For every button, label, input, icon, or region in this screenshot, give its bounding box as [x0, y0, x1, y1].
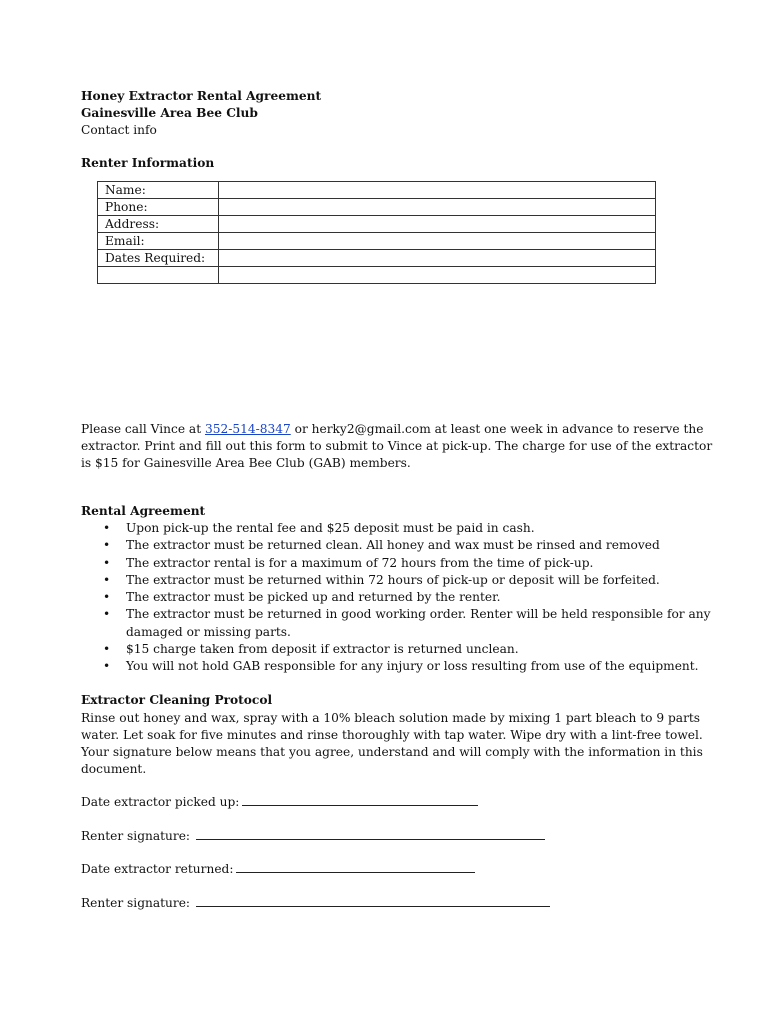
- bullet-icon: •: [103, 607, 111, 622]
- intro-line-3: is $15 for Gainesville Area Bee Club (GAB) members.: [81, 456, 411, 470]
- bullet-icon: •: [103, 572, 111, 587]
- list-item: [81, 606, 711, 641]
- contact-info: Contact info: [81, 123, 157, 137]
- list-item-text: $15 charge taken from deposit if extractor is returned unclean.: [126, 642, 519, 657]
- table-row: [98, 182, 656, 199]
- cleaning-paragraph: [81, 710, 701, 778]
- intro-paragraph: [81, 421, 713, 472]
- address-label: Address:: [98, 216, 219, 233]
- bullet-icon: •: [103, 538, 111, 553]
- table-row: [98, 250, 656, 267]
- intro-prefix: Please call Vince at: [81, 422, 205, 436]
- email-label: Email:: [98, 233, 219, 250]
- name-label: Name:: [98, 182, 219, 199]
- dates-required-label: Dates Required:: [98, 250, 219, 267]
- list-item-text: The extractor must be returned within 72 hours of pick-up or deposit will be forfeited.: [126, 572, 660, 587]
- list-item: [81, 589, 701, 606]
- list-item: [81, 520, 701, 537]
- list-item-text: The extractor must be picked up and returned by the renter.: [126, 590, 501, 605]
- extra-label: [98, 267, 219, 284]
- document-title: Honey Extractor Rental Agreement: [81, 89, 322, 103]
- list-item-text: The extractor must be returned in good working order. Renter will be held responsible for any: [126, 607, 711, 622]
- date-returned-field[interactable]: [236, 860, 475, 873]
- renter-info-heading: Renter Information: [81, 156, 215, 170]
- dates-required-field[interactable]: [219, 250, 656, 267]
- renter-signature-row-1: [81, 827, 545, 843]
- renter-signature-field[interactable]: [196, 827, 545, 840]
- phone-field[interactable]: [219, 199, 656, 216]
- bullet-icon: •: [103, 590, 111, 605]
- cleaning-line: document.: [81, 762, 147, 776]
- date-picked-up-label: Date extractor picked up:: [81, 795, 240, 809]
- rental-agreement-heading: Rental Agreement: [81, 504, 206, 518]
- bullet-icon: •: [103, 659, 111, 674]
- date-returned-label: Date extractor returned:: [81, 862, 234, 876]
- club-name: Gainesville Area Bee Club: [81, 106, 258, 120]
- list-item: [81, 572, 701, 589]
- list-item: [81, 555, 701, 572]
- renter-info-table: [97, 181, 656, 284]
- date-picked-up-row: [81, 793, 478, 809]
- extra-field[interactable]: [219, 267, 656, 284]
- renter-signature-label: Renter signature:: [81, 829, 191, 843]
- list-item-text: You will not hold GAB responsible for any injury or loss resulting from use of the equipment.: [126, 659, 699, 674]
- list-item: [81, 537, 701, 554]
- list-item-text: The extractor must be returned clean. All honey and wax must be rinsed and removed: [126, 538, 660, 553]
- cleaning-heading: Extractor Cleaning Protocol: [81, 693, 273, 707]
- cleaning-line: water. Let soak for five minutes and rinse thoroughly with tap water. Wipe dry with a lint-free towel.: [81, 728, 703, 742]
- intro-line-2: extractor. Print and fill out this form to submit to Vince at pick-up. The charge for use of the extractor: [81, 439, 713, 453]
- email-field[interactable]: [219, 233, 656, 250]
- name-field[interactable]: [219, 182, 656, 199]
- table-row: [98, 199, 656, 216]
- phone-label: Phone:: [98, 199, 219, 216]
- cleaning-line: Your signature below means that you agree, understand and will comply with the information in this: [81, 745, 703, 759]
- bullet-icon: •: [103, 642, 111, 657]
- list-item-text: Upon pick-up the rental fee and $25 deposit must be paid in cash.: [126, 521, 535, 535]
- renter-signature-field[interactable]: [196, 894, 550, 907]
- list-item-text: damaged or missing parts.: [126, 624, 291, 639]
- address-field[interactable]: [219, 216, 656, 233]
- intro-after-phone: or herky2@gmail.com at least one week in advance to reserve the: [290, 422, 704, 436]
- table-row: [98, 267, 656, 284]
- bullet-icon: •: [103, 555, 111, 570]
- renter-signature-label: Renter signature:: [81, 896, 191, 910]
- bullet-icon: •: [103, 521, 111, 535]
- table-row: [98, 233, 656, 250]
- phone-link[interactable]: 352-514-8347: [204, 422, 291, 436]
- table-row: [98, 216, 656, 233]
- date-picked-up-field[interactable]: [242, 793, 478, 806]
- renter-signature-row-2: [81, 894, 550, 910]
- list-item: [81, 658, 701, 675]
- cleaning-line: Rinse out honey and wax, spray with a 10% bleach solution made by mixing 1 part bleach to 9 parts: [81, 711, 701, 725]
- rental-rules-list: [81, 520, 711, 676]
- list-item-text: The extractor rental is for a maximum of 72 hours from the time of pick-up.: [126, 555, 594, 570]
- list-item: [81, 641, 701, 658]
- date-returned-row: [81, 860, 475, 876]
